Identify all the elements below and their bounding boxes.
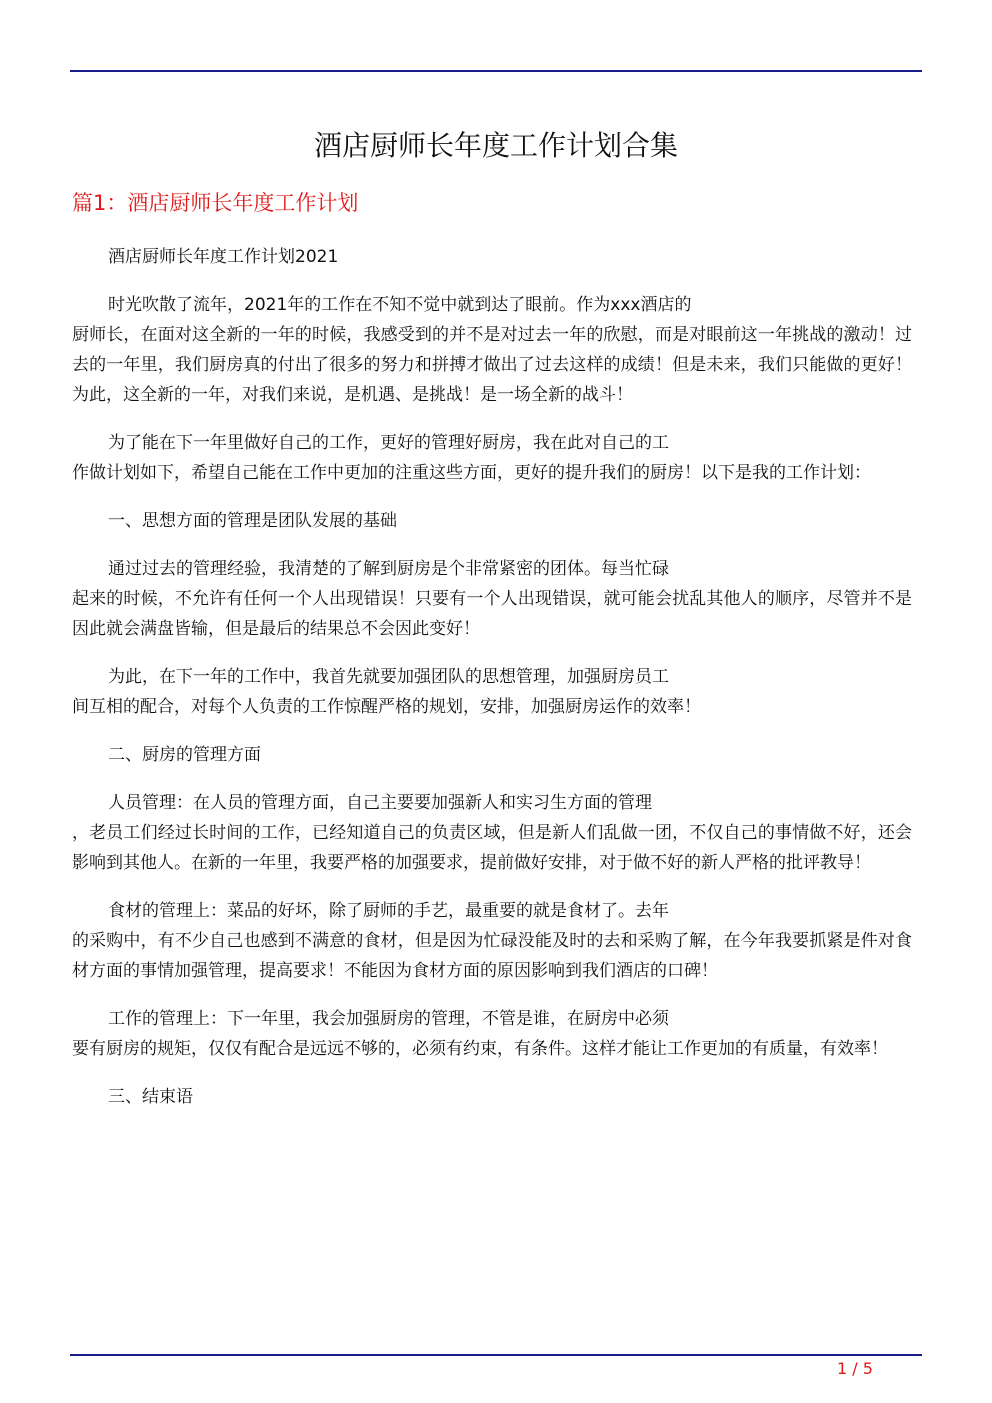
- paragraph: [72, 242, 912, 272]
- paragraph-first-line: 酒店厨师长年度工作计划2021: [108, 247, 339, 267]
- document-title: 酒店厨师长年度工作计划合集: [313, 129, 678, 162]
- paragraph-body: 作做计划如下，希望自己能在工作中更加的注重这些方面，更好的提升我们的厨房！以下是我的工作计划：: [72, 463, 871, 483]
- paragraph-first-line: 人员管理：在人员的管理方面，自己主要要加强新人和实习生方面的管理: [108, 793, 652, 813]
- subheading: 三、结束语: [108, 1087, 193, 1107]
- paragraph: [72, 740, 912, 770]
- paragraph: [72, 428, 912, 488]
- paragraph-body: 的采购中，有不少自己也感到不满意的食材，但是因为忙碌没能及时的去和采购了解，在今年我要抓紧是件对食材方面的事情加强管理，提高要求！不能因为食材方面的原因影响到我们酒店的口碑！: [72, 931, 912, 981]
- document-body: [72, 242, 912, 1130]
- paragraph: [72, 290, 912, 410]
- paragraph-body: 间互相的配合，对每个人负责的工作惊醒严格的规划，安排，加强厨房运作的效率！: [72, 697, 701, 717]
- paragraph-first-line: 食材的管理上：菜品的好坏，除了厨师的手艺，最重要的就是食材了。去年: [108, 901, 669, 921]
- paragraph-first-line: 为了能在下一年里做好自己的工作，更好的管理好厨房，我在此对自己的工: [108, 433, 669, 453]
- paragraph-body: ，老员工们经过长时间的工作，已经知道自己的负责区域，但是新人们乱做一团，不仅自己的事情做不好，还会影响到其他人。在新的一年里，我要严格的加强要求，提前做好安排，对于做不好的新人严格的批评教导！: [72, 823, 912, 873]
- paragraph: [72, 554, 912, 644]
- paragraph-first-line: 工作的管理上：下一年里，我会加强厨房的管理，不管是谁，在厨房中必须: [108, 1009, 669, 1029]
- subheading: 一、思想方面的管理是团队发展的基础: [108, 511, 397, 531]
- section-heading: 篇1：酒店厨师长年度工作计划: [72, 191, 359, 215]
- paragraph: [72, 662, 912, 722]
- subheading: 二、厨房的管理方面: [108, 745, 261, 765]
- paragraph: [72, 1004, 912, 1064]
- paragraph: [72, 1082, 912, 1112]
- footer-rule: [70, 1354, 922, 1356]
- page-indicator: 1 / 5: [837, 1359, 873, 1378]
- paragraph: [72, 788, 912, 878]
- paragraph-first-line: 为此，在下一年的工作中，我首先就要加强团队的思想管理，加强厨房员工: [108, 667, 669, 687]
- paragraph-body: 起来的时候，不允许有任何一个人出现错误！只要有一个人出现错误，就可能会扰乱其他人的顺序，尽管并不是因此就会满盘皆输，但是最后的结果总不会因此变好！: [72, 589, 912, 639]
- paragraph: [72, 896, 912, 986]
- paragraph: [72, 506, 912, 536]
- paragraph-first-line: 时光吹散了流年，2021年的工作在不知不觉中就到达了眼前。作为xxx酒店的: [108, 295, 692, 315]
- paragraph-body: 厨师长，在面对这全新的一年的时候，我感受到的并不是对过去一年的欣慰，而是对眼前这一年挑战的激动！过去的一年里，我们厨房真的付出了很多的努力和拼搏才做出了过去这样的成绩！但是未来，我们只能做的更好！为此，这全新的一年，对我们来说，是机遇、是挑战！是一场全新的战斗！: [72, 325, 912, 405]
- header-rule: [70, 70, 922, 72]
- paragraph-body: 要有厨房的规矩，仅仅有配合是远远不够的，必须有约束，有条件。这样才能让工作更加的有质量，有效率！: [72, 1039, 888, 1059]
- paragraph-first-line: 通过过去的管理经验，我清楚的了解到厨房是个非常紧密的团体。每当忙碌: [108, 559, 669, 579]
